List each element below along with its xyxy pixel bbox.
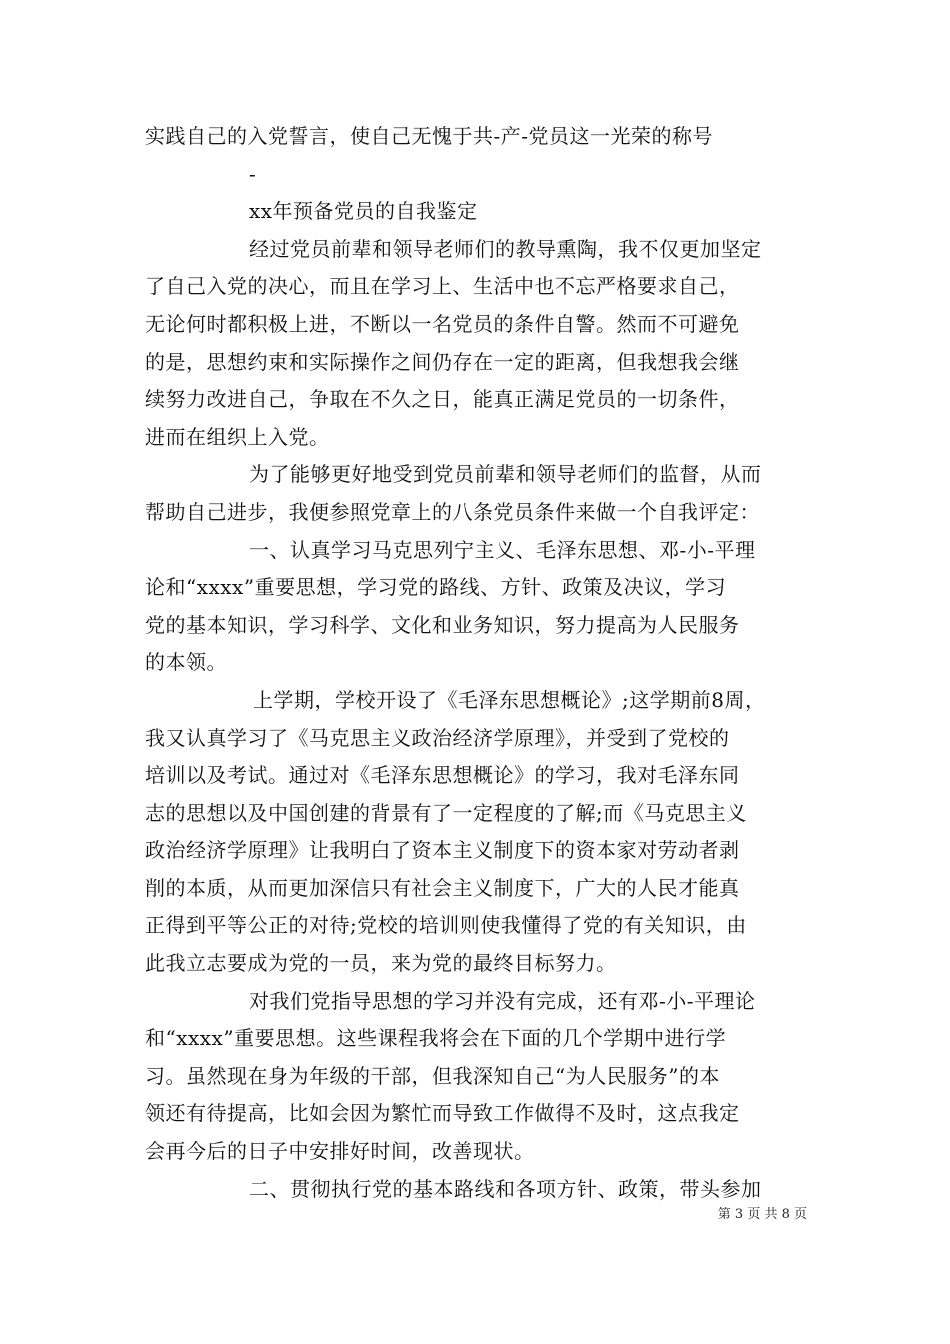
text-line: 领还有待提高，比如会因为繁忙而导致工作做得不及时，这点我定 (145, 1101, 740, 1126)
text-line: 会再今后的日子中安排好时间，改善现状。 (145, 1139, 535, 1164)
text-line: 一、认真学习马克思列宁主义、毛泽东思想、邓-小-平理 (249, 537, 756, 562)
text-line: 对我们党指导思想的学习并没有完成，还有邓-小-平理论 (249, 988, 756, 1013)
page-number: 第 3 页 共 8 页 (717, 1207, 807, 1222)
text-line: 论和“xxxx”重要思想，学习党的路线、方针、政策及决议，学习 (145, 575, 727, 600)
text-line: 培训以及考试。通过对《毛泽东思想概论》的学习，我对毛泽东同 (145, 763, 740, 788)
text-line: 削的本质，从而更加深信只有社会主义制度下，广大的人民才能真 (145, 875, 740, 900)
text-line: 无论何时都积极上进，不断以一名党员的条件自警。然而不可避免 (145, 311, 740, 336)
text-line: 二、贯彻执行党的基本路线和各项方针、政策，带头参加 (249, 1176, 762, 1201)
text-line: 的是，思想约束和实际操作之间仍存在一定的距离，但我想我会继 (145, 349, 740, 374)
text-line: 上学期，学校开设了《毛泽东思想概论》;这学期前8周， (253, 687, 766, 712)
text-line: 了自己入党的决心，而且在学习上、生活中也不忘严格要求自己， (145, 274, 740, 299)
text-line: 为了能够更好地受到党员前辈和领导老师们的监督，从而 (249, 462, 762, 487)
section-title: xx年预备党员的自我鉴定 (249, 199, 478, 224)
text-line: 此我立志要成为党的一员，来为党的最终目标努力。 (145, 951, 617, 976)
text-line: 帮助自己进步，我便参照党章上的八条党员条件来做一个自我评定： (145, 499, 760, 524)
text-line: 正得到平等公正的对待;党校的培训则使我懂得了党的有关知识，由 (145, 913, 747, 938)
text-line: 习。虽然现在身为年级的干部，但我深知自己“为人民服务”的本 (145, 1063, 720, 1088)
text-line: 党的基本知识，学习科学、文化和业务知识，努力提高为人民服务 (145, 612, 740, 637)
text-line: 续努力改进自己，争取在不久之日，能真正满足党员的一切条件， (145, 387, 740, 412)
text-line: 经过党员前辈和领导老师们的教导熏陶，我不仅更加坚定 (249, 236, 762, 261)
text-line: 志的思想以及中国创建的背景有了一定程度的了解;而《马克思主义 (145, 800, 747, 825)
text-line: 和“xxxx”重要思想。这些课程我将会在下面的几个学期中进行学 (145, 1026, 727, 1051)
text-line: 进而在组织上入党。 (145, 424, 330, 449)
document-body (145, 118, 810, 1208)
text-line: 的本领。 (145, 650, 227, 675)
text-line: - (249, 161, 257, 186)
text-line: 实践自己的入党誓言，使自己无愧于共-产-党员这一光荣的称号 (145, 124, 714, 148)
text-line: 我又认真学习了《马克思主义政治经济学原理》，并受到了党校的 (145, 725, 730, 750)
text-line: 政治经济学原理》让我明白了资本主义制度下的资本家对劳动者剥 (145, 838, 740, 863)
